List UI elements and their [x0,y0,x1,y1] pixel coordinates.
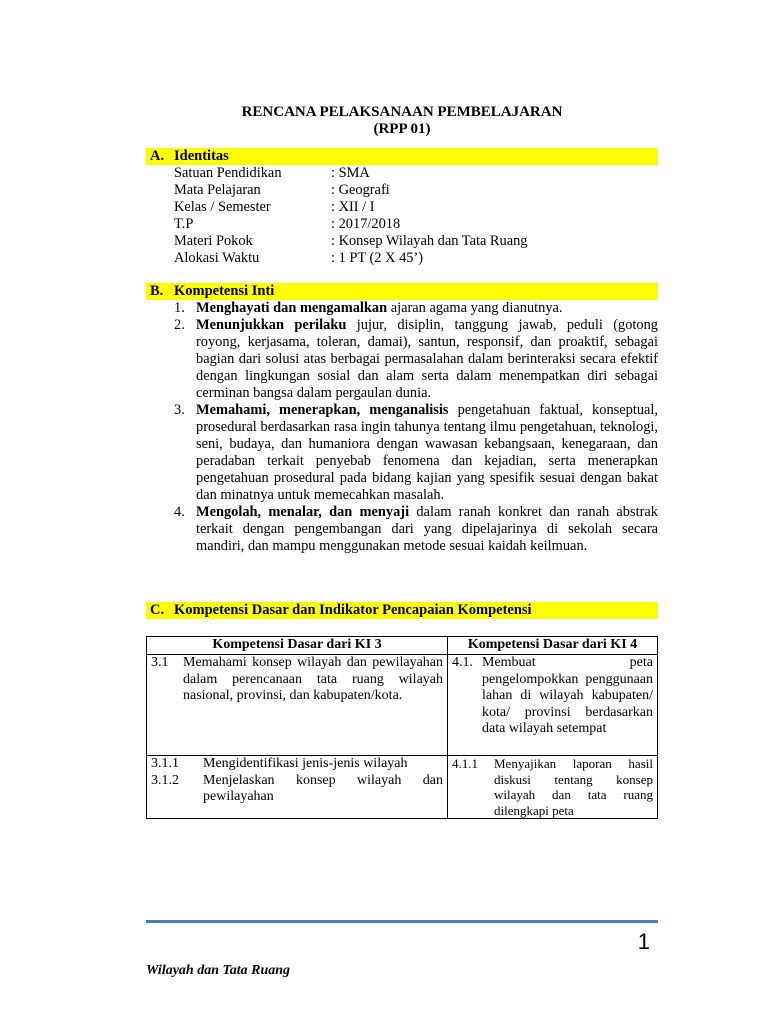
list-item-number: 2. [174,317,185,333]
list-item [174,300,658,317]
indicator-entry [452,756,653,818]
identity-row [174,182,644,199]
list-item-text: pengetahuan faktual, konseptual, prosedural berdasarkan rasa ingin tahunya tentang ilmu pengetahuan, teknologi, seni, budaya, dan humaniora dengan wawasan kebangsaan, kenegaraan, dan peradaban terkait penyebab fenomena dan kejadian, serta menerapkan pengetahuan prosedural pada bidang kajian yang spesifik sesuai dengan bakat dan minatnya untuk memecahkan masalah. [196,402,658,503]
identity-label: Mata Pelajaran [174,182,261,198]
footer-rule [146,920,658,923]
list-item-number: 1. [174,300,185,316]
table-row [147,756,658,819]
list-item-emphasis: Mengolah, menalar, dan menyaji [196,504,410,520]
list-item-emphasis: Menunjukkan perilaku [196,317,347,333]
table-cell-indicator-ki3 [147,756,448,819]
identity-value: : 2017/2018 [331,216,401,232]
identity-label: Satuan Pendidikan [174,165,282,181]
kd4-number: 4.1. [452,655,473,670]
identity-label: Alokasi Waktu [174,250,260,266]
table-row [147,655,658,756]
identity-value: : XII / I [331,199,375,215]
identity-row [174,165,644,182]
identity-label: T.P [174,216,194,232]
section-a-heading [146,148,658,165]
indicator-number: 3.1.1 [151,756,179,771]
kd3-number: 3.1 [151,655,169,670]
list-item [174,504,658,555]
document-title: RENCANA PELAKSANAAN PEMBELAJARAN [241,104,563,120]
list-item-number: 3. [174,402,185,418]
indicator-entry [151,756,443,773]
indicator-text: Menjelaskan konsep wilayah dan pewilayahan [203,772,443,804]
indicator-entry [151,773,443,806]
table-header-ki3: Kompetensi Dasar dari KI 3 [147,637,448,655]
identity-row [174,216,644,233]
document-subtitle: (RPP 01) [373,121,431,137]
list-item-number: 4. [174,504,185,520]
identity-row [174,199,644,216]
kd4-entry [452,655,653,738]
identity-list [174,165,644,267]
section-c-letter: C. [150,602,165,618]
list-item [174,402,658,504]
table-header-ki4: Kompetensi Dasar dari KI 4 [448,637,658,655]
page-number: 1 [637,929,650,954]
list-item-text: dalam ranah konkret dan ranah abstrak terkait dengan pengembangan dari yang dipelajarinya di sekolah secara mandiri, dan mampu menggunakan metode sesuai kaidah keilmuan. [196,504,658,554]
table-cell-kd3 [147,655,448,756]
footer-text: Wilayah dan Tata Ruang [146,963,291,978]
list-item-text: ajaran agama yang dianutnya. [387,300,563,316]
core-competence-list [174,300,658,555]
kd3-entry [151,655,443,705]
section-b-title: Kompetensi Inti [174,283,275,299]
list-item [174,317,658,402]
competence-table [146,636,658,819]
kd3-text: Memahami konsep wilayah dan pewilayahan dalam perencanaan tata ruang wilayah nasional, provinsi, dan kabupaten/kota. [183,655,443,703]
section-a-title: Identitas [174,148,229,164]
section-c-title: Kompetensi Dasar dan Indikator Pencapaian Kompetensi [174,602,532,618]
indicator-text: Menyajikan laporan hasil diskusi tentang konsep wilayah dan tata ruang dilengkapi peta [494,756,653,818]
identity-value: : SMA [331,165,370,181]
identity-value: : 1 PT (2 X 45’) [331,250,424,266]
table-cell-indicator-ki4 [448,756,658,819]
list-item-emphasis: Menghayati dan mengamalkan [196,300,388,316]
identity-value: : Geografi [331,182,390,198]
list-item-text: jujur, disiplin, tanggung jawab, peduli (gotong royong, kerjasama, toleran, damai), santun, responsif, dan proaktif, sebagai bagian dari solusi atas berbagai permasalahan dalam berinteraksi secara efektif dengan lingkungan sosial dan alam serta dalam menempatkan diri sebagai cerminan bangsa dalam pergaulan dunia. [196,317,658,401]
section-c-heading [146,602,658,619]
kd4-text: Membuat peta pengelompokkan penggunaan lahan di wilayah kabupaten/ kota/ provinsi berdasarkan data wilayah setempat [482,655,653,736]
identity-value: : Konsep Wilayah dan Tata Ruang [331,233,528,249]
table-header-row [147,637,658,655]
section-b-heading [146,283,658,300]
list-item-emphasis: Memahami, menerapkan, menganalisis [196,402,449,418]
section-a-letter: A. [150,148,165,164]
identity-row [174,233,644,250]
identity-row [174,250,644,267]
indicator-number: 3.1.2 [151,772,179,788]
indicator-number: 4.1.1 [452,756,478,771]
indicator-text: Mengidentifikasi jenis-jenis wilayah [203,756,408,771]
section-b-letter: B. [150,283,164,299]
identity-label: Materi Pokok [174,233,253,249]
identity-label: Kelas / Semester [174,199,271,215]
table-cell-kd4 [448,655,658,756]
